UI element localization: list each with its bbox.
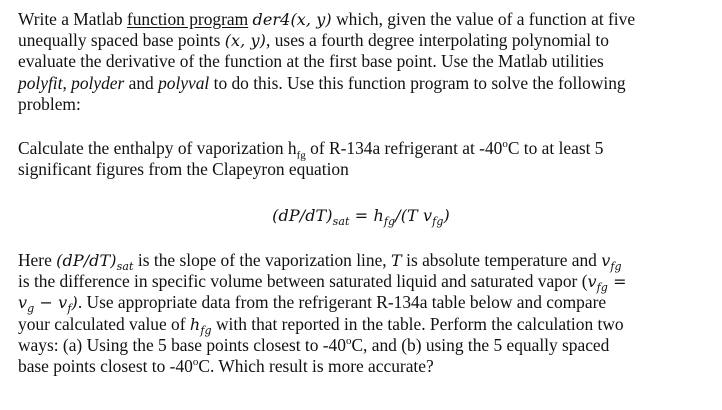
explanation-paragraph: Here $(dP/dT)_{sat}$ is the slope of the vaporization line, T is absolute temperature and $v_{fg}$ is the difference in specific volume between saturated liquid and saturated vapor ($v_{fg}$ = $v_g - v_f$). Use appropriate data from the refrigerant R-134a table below and compare your calculated value of $h_{fg}$ with that reported in the table. Perform the calculation two ways: (a) Using the 5 base points closest to -40$^o$C, and (b) using the 5 equally spaced base points closest to -40$^o$C. Which result is more accurate?: [18, 250, 627, 377]
polyder-term: polyder: [71, 72, 125, 93]
intro-text: Write a Matlab: [18, 9, 127, 29]
clapeyron-equation: $(dP/dT)_{sat} = h_{fg}/(T$ $v_{fg}$): [272, 206, 450, 229]
polyval-term: polyval: [158, 72, 210, 93]
der4-function-signature: der4(x, y): [252, 10, 332, 29]
xy-math: (x, y): [224, 31, 267, 51]
polyfit-term: polyfit: [18, 72, 63, 93]
function-program-term: function program: [126, 9, 249, 29]
task-paragraph: Calculate the enthalpy of vaporization $h_{fg}$ of R-134a refrigerant at -40$^o$C to at least 5 significant figures from the Clapeyron equation: [18, 138, 604, 180]
intro-paragraph: Write a Matlab function program der4(x, y) which, given the value of a function at five unequally spaced base points (x, y), uses a fourth degree interpolating polynomial to evaluate the derivative of the function at the first base point. Use the Matlab utilities polyfit, polyder and polyval to do this. Use this function program to solve the following problem:: [18, 9, 636, 114]
